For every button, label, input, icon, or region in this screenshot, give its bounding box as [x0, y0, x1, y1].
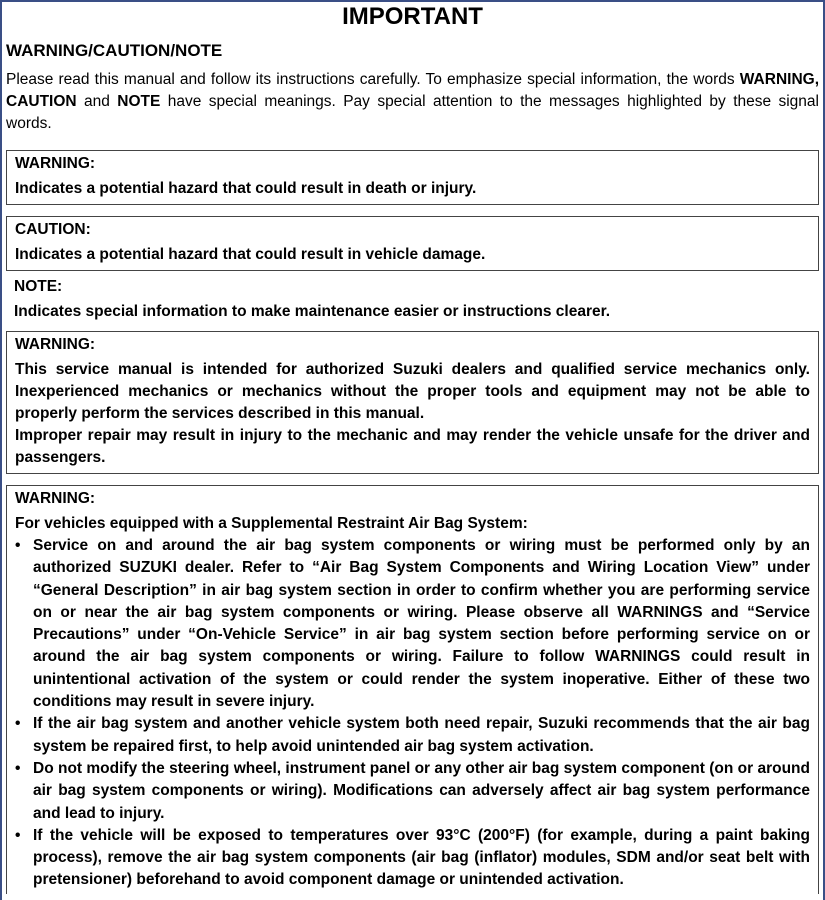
page-title: IMPORTANT [342, 3, 483, 30]
caution-box [6, 216, 819, 271]
caution-label: CAUTION: [15, 221, 91, 238]
intro-paragraph [6, 69, 819, 135]
intro-text-1: Please read this manual and follow its instructions carefully. To emphasize special information, the words [6, 71, 740, 88]
list-item-text: If the vehicle will be exposed to temperatures over 93°C (200°F) (for example, during a paint baking process), remove the air bag system components (air bag (inflator) modules, SDM and/or seat belt with pretensioner) beforehand to avoid component damage or unintended activation. [33, 826, 810, 889]
list-item-text: Do not modify the steering wheel, instrument panel or any other air bag system component (on or around air bag system components or wiring). Modifications can adversely affect air bag system performance and lead to injury. [33, 759, 810, 822]
warning-text-1: This service manual is intended for authorized Suzuki dealers and qualified service mechanics only. Inexperienced mechanics or mechanics without the proper tools and equipment may not be able to properly perform the services described in this manual. [15, 361, 810, 422]
section-heading: WARNING/CAUTION/NOTE [6, 41, 223, 60]
list-item [15, 825, 810, 892]
warning-box-airbag [6, 485, 819, 894]
warning-label: WARNING: [15, 155, 96, 172]
warning-box-hazard [6, 150, 819, 205]
note-label: NOTE: [14, 278, 63, 295]
note-block [6, 271, 819, 329]
list-item-text: If the air bag system and another vehicle system both need repair, Suzuki recommends that the air bag system be repaired first, to help avoid unintended air bag system activation. [33, 715, 810, 755]
warning-box-service-manual [6, 331, 819, 474]
warning-label: WARNING: [15, 490, 96, 507]
bullet-icon: • [15, 715, 21, 733]
warning-label: WARNING: [15, 336, 96, 353]
intro-bold-2: NOTE [117, 93, 161, 110]
caution-text: Indicates a potential hazard that could result in vehicle damage. [15, 246, 486, 263]
airbag-lead-text: For vehicles equipped with a Supplemental Restraint Air Bag System: [15, 515, 528, 532]
bullet-icon: • [15, 826, 21, 844]
airbag-bullet-list [15, 535, 810, 894]
intro-text-2: and [76, 93, 118, 110]
bullet-icon: • [15, 537, 21, 554]
bullet-icon: • [15, 759, 21, 777]
warning-text-2: Improper repair may result in injury to the mechanic and may render the vehicle unsafe for the driver and passengers. [15, 427, 810, 466]
list-item [15, 535, 810, 713]
list-item [15, 713, 810, 758]
list-item [15, 758, 810, 825]
warning-text: Indicates a potential hazard that could result in death or injury. [15, 180, 477, 197]
intro-text-3: have special meanings. Pay special attention to the messages highlighted by these signal words. [6, 93, 819, 132]
note-text: Indicates special information to make maintenance easier or instructions clearer. [14, 303, 611, 320]
intro-bold-1: WARNING, CAUTION [6, 71, 819, 110]
list-item-text: Service on and around the air bag system components or wiring must be performed only by an authorized SUZUKI dealer. Refer to “Air Bag System Components and Wiring Location View” under “General Description” in air bag system section in order to confirm whether you are performing service on or near the air bag system components or wiring. Please observe all WARNINGS and “Service Precautions” under “On-Vehicle Service” in air bag system section before performing service on or around the air bag system components or wiring. Failure to follow WARNINGS could result in unintentional activation of the system or could render the system inoperative. Either of these two conditions may result in severe injury. [33, 537, 810, 711]
